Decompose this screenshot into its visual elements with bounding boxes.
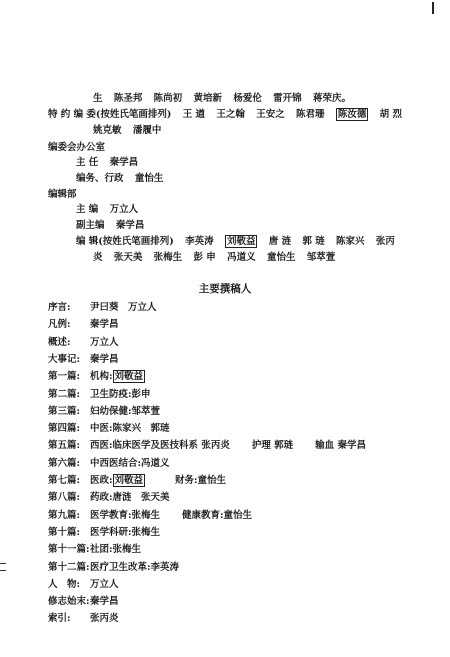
row-text: 医政: [90,475,113,486]
row-text: 张丙炎 [90,613,119,625]
contributor-row [48,579,119,591]
name: 张天美 [113,252,143,263]
row-label: 人 物: [48,578,81,590]
row-label: 第十一篇: [48,544,90,556]
boxed-name: 刘敬益 [226,236,256,247]
name: 王之翰 [216,109,245,120]
row-label: 第六篇: [48,457,81,469]
label: 编务、行政 [76,173,124,184]
name: 童怡生 [266,252,296,263]
editorial-heading: 编辑部 [48,189,77,200]
contributor-row [48,544,141,556]
row-text: 医学教育:张梅生 [90,509,161,521]
name: 童怡生 [134,173,164,184]
name: 唐 涟 [268,236,292,247]
row-label: 第五篇: [48,440,81,452]
row-label: 第一篇: [48,371,81,383]
special-editors-line-2 [93,125,161,137]
name: 王 遒 [182,109,206,120]
contributor-row [48,440,366,452]
row-label: 索引: [48,613,71,625]
name: 潘履中 [132,125,162,136]
row-label: 第二篇: [48,388,81,400]
row-label: 第十篇: [48,526,81,538]
contributor-row [48,354,119,366]
name: 李英涛 [185,236,214,247]
special-editors-line [48,109,402,121]
edge-mark [0,570,6,571]
office-director [76,157,138,169]
row-label: 第三篇: [48,405,81,417]
chief-editor [76,204,138,216]
contributor-row [48,596,119,608]
contributor-row [48,406,160,418]
row-label: 序言: [48,302,71,313]
name: 杨爱伦 [233,93,262,104]
deputy-editor [76,220,144,232]
name: 秦学昌 [115,220,145,231]
row-extra: 健康教育:童怡生 [182,509,253,521]
name: 邹萃萱 [306,252,336,263]
name: 秦学昌 [109,157,139,168]
row-text: 中医:陈家兴 郭琏 [90,423,170,435]
name: 陈尚初 [153,93,183,104]
row-extra: 输血 秦学昌 [315,440,366,452]
office-heading: 编委会办公室 [48,142,106,153]
name: 炎 [93,252,103,263]
row-label: 第十二篇: [48,561,90,573]
row-text: 社团:张梅生 [90,544,142,556]
name: 陈家兴 [336,236,365,247]
label: 主 编 [76,204,99,215]
contributor-row [48,389,151,401]
contributor-row [48,458,170,470]
row-label: 概述: [48,336,71,348]
label: 副主编 [76,220,105,231]
row-extra: 财务:童怡生 [175,475,227,486]
contributor-row [48,423,170,435]
row-text: 西医:临床医学及医技科系 张丙炎 [90,440,230,452]
contributor-row [48,492,170,504]
section-title: 主要撰稿人 [198,283,252,295]
row-text: 妇幼保健:邹萃萱 [90,405,161,417]
name: 蒋荣庆。 [312,93,351,104]
corner-mark [432,2,444,14]
row-text: 尹曰葵 万立人 [90,302,157,313]
name: 陈圣邦 [113,93,143,104]
name: 王安之 [256,109,285,120]
name: 彭 申 [193,252,216,263]
row-label: 修志始末: [48,596,90,608]
contributor-row [48,337,119,349]
row-extra: 护理 郭琏 [251,440,294,452]
office-admin [76,173,163,185]
contributor-row [48,475,226,487]
row-text: 万立人 [90,578,119,590]
boxed-name: 陈汝德 [337,109,367,120]
label: 主 任 [76,157,99,168]
row-text: 中西医结合:冯道义 [90,457,170,469]
name: 冯道义 [227,252,256,263]
label: 特 约 编 委(按姓氏笔画排列) [48,109,172,120]
row-text: 秦学昌 [90,353,119,365]
row-label: 第九篇: [48,509,81,521]
name: 胡 烈 [379,109,402,120]
name: 陈君珊 [296,109,325,120]
row-text: 医疗卫生改革:李英涛 [90,561,180,573]
name: 张梅生 [153,252,183,263]
row-label: 第七篇: [48,475,81,486]
row-label: 第四篇: [48,423,81,435]
row-text: 秦学昌 [90,596,119,608]
name: 万立人 [109,204,139,215]
contributor-row [48,319,119,331]
boxed-name: 刘敬益 [114,371,144,383]
row-text: 万立人 [90,336,119,348]
row-label: 大事记: [48,353,81,365]
name: 姚克敏 [93,125,122,136]
label: 生 [93,93,103,104]
row-text: 卫生防疫:彭申 [90,388,151,400]
name: 张丙 [375,236,395,247]
row-text: 药政:唐涟 张天美 [90,492,170,504]
committee-line-1 [93,93,351,105]
row-label: 第八篇: [48,492,81,504]
row-text: 机构: [90,371,113,383]
contributor-row [48,527,160,539]
contributor-row [48,562,179,574]
label: 编 辑(按姓氏笔画排列) [76,236,174,247]
row-text: 医学科研:张梅生 [90,526,161,538]
edge-mark [0,563,6,564]
row-label: 凡例: [48,319,71,331]
contributor-row [48,371,145,383]
editors-line-2 [93,252,335,264]
name: 郭 琏 [302,236,325,247]
name: 雷开锦 [273,93,302,104]
name: 黄培新 [193,93,222,104]
boxed-name: 刘敬益 [114,475,144,486]
row-text: 秦学昌 [90,319,119,331]
contributor-row [48,510,252,522]
editors-line [76,236,395,248]
contributor-row [48,613,119,625]
contributor-row [48,302,157,314]
